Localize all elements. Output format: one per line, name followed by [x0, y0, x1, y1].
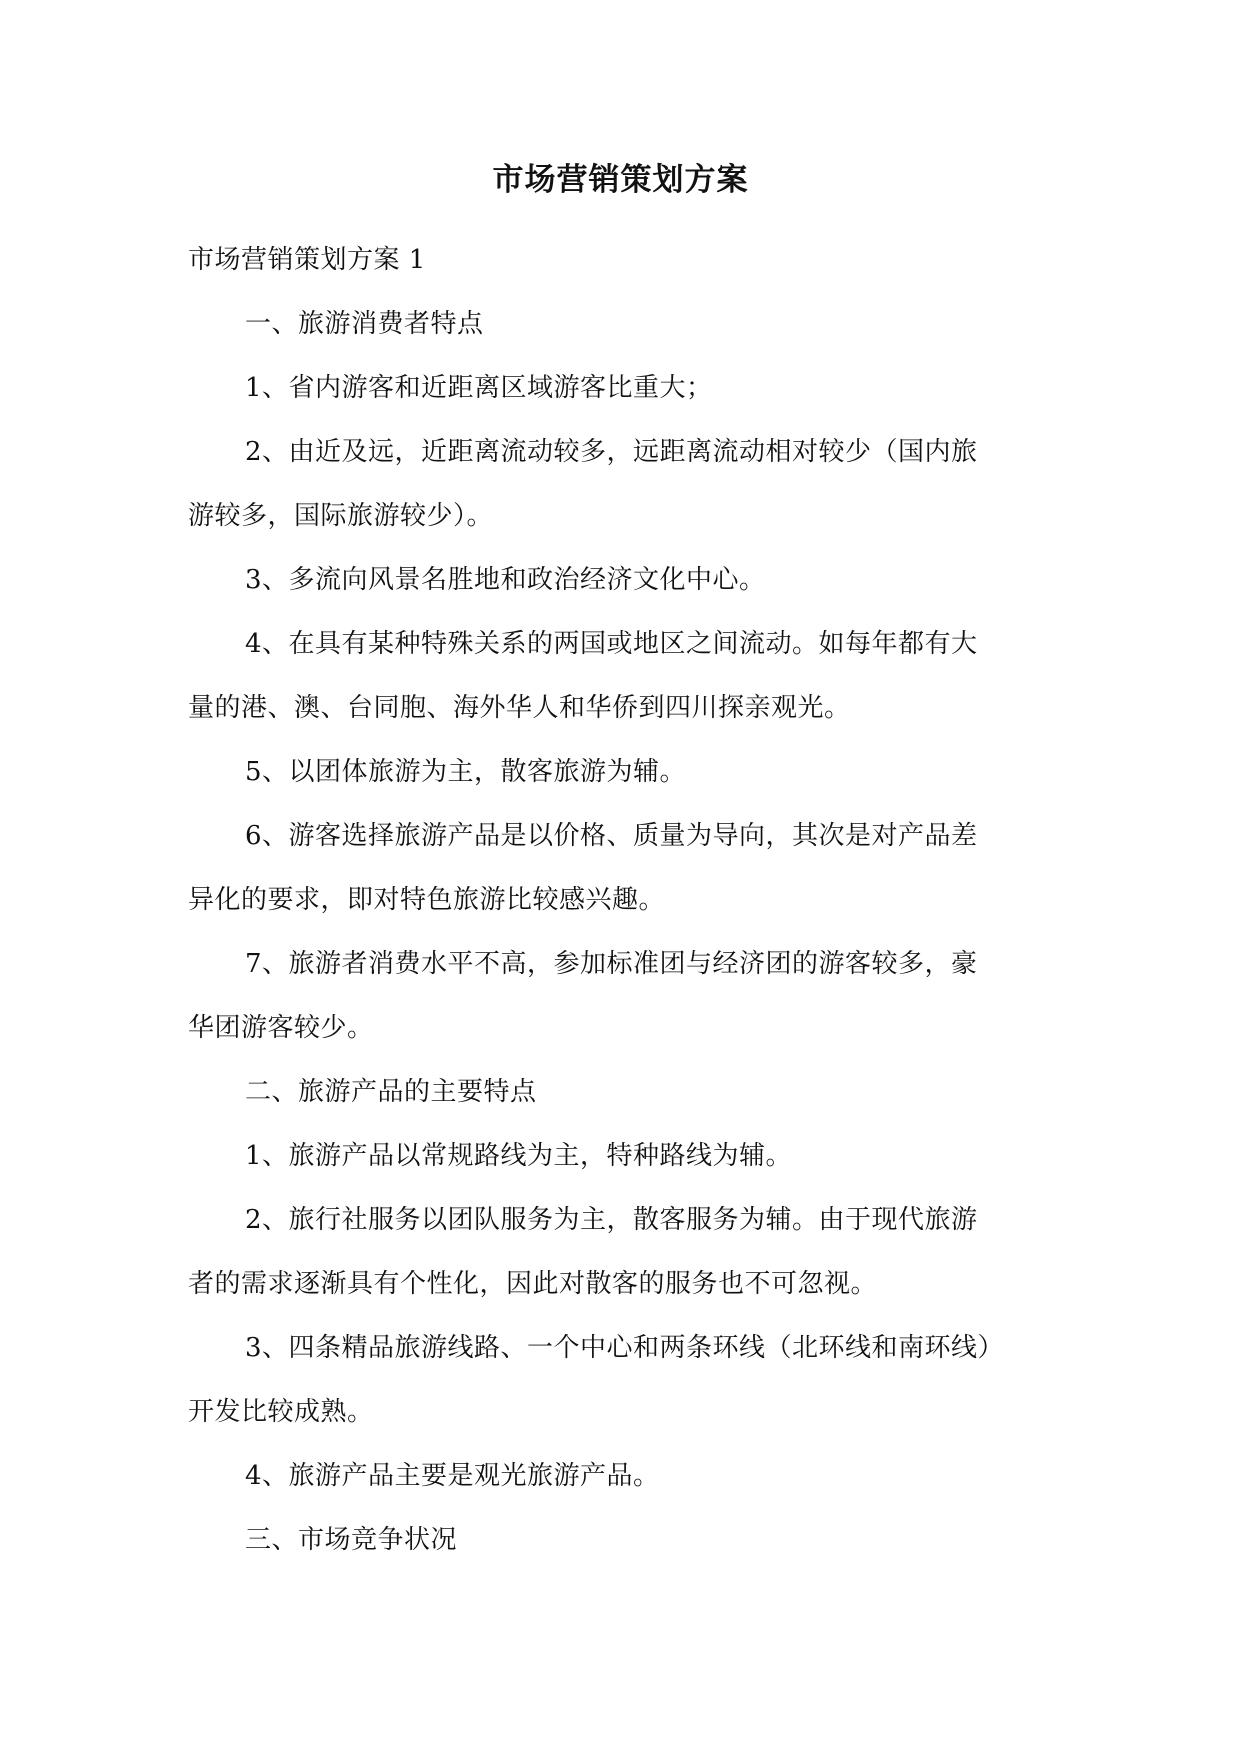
text-line: 2、由近及远，近距离流动较多，远距离流动相对较少（国内旅: [245, 437, 978, 467]
text-line: 5、以团体旅游为主，散客旅游为辅。: [245, 757, 687, 787]
document-body: [188, 228, 1058, 1572]
text-line: 1、省内游客和近距离区域游客比重大；: [245, 373, 713, 403]
text-line: 二、旅游产品的主要特点: [245, 1077, 537, 1107]
text-line: 三、市场竞争状况: [245, 1525, 458, 1555]
text-line: 3、四条精品旅游线路、一个中心和两条环线（北环线和南环线）: [245, 1333, 1005, 1363]
text-line: 6、游客选择旅游产品是以价格、质量为导向，其次是对产品差: [245, 821, 978, 851]
text-line: 华团游客较少。: [188, 1013, 374, 1043]
text-line: 1、旅游产品以常规路线为主，特种路线为辅。: [245, 1141, 793, 1171]
text-line: 3、多流向风景名胜地和政治经济文化中心。: [245, 565, 766, 595]
text-line: 2、旅行社服务以团队服务为主，散客服务为辅。由于现代旅游: [245, 1205, 978, 1235]
text-line: 量的港、澳、台同胞、海外华人和华侨到四川探亲观光。: [188, 693, 851, 723]
document-title: 市场营销策划方案: [492, 162, 749, 198]
text-line: 7、旅游者消费水平不高，参加标准团与经济团的游客较多，豪: [245, 949, 978, 979]
text-line: 4、旅游产品主要是观光旅游产品。: [245, 1461, 660, 1491]
text-line: 一、旅游消费者特点: [245, 309, 484, 339]
text-line: 4、在具有某种特殊关系的两国或地区之间流动。如每年都有大: [245, 629, 978, 659]
text-line: 游较多，国际旅游较少）。: [188, 501, 494, 531]
text-line: 异化的要求，即对特色旅游比较感兴趣。: [188, 885, 666, 915]
text-line: 开发比较成熟。: [188, 1397, 374, 1427]
text-line: 市场营销策划方案 1: [188, 245, 426, 275]
text-line: 者的需求逐渐具有个性化，因此对散客的服务也不可忽视。: [188, 1269, 878, 1299]
